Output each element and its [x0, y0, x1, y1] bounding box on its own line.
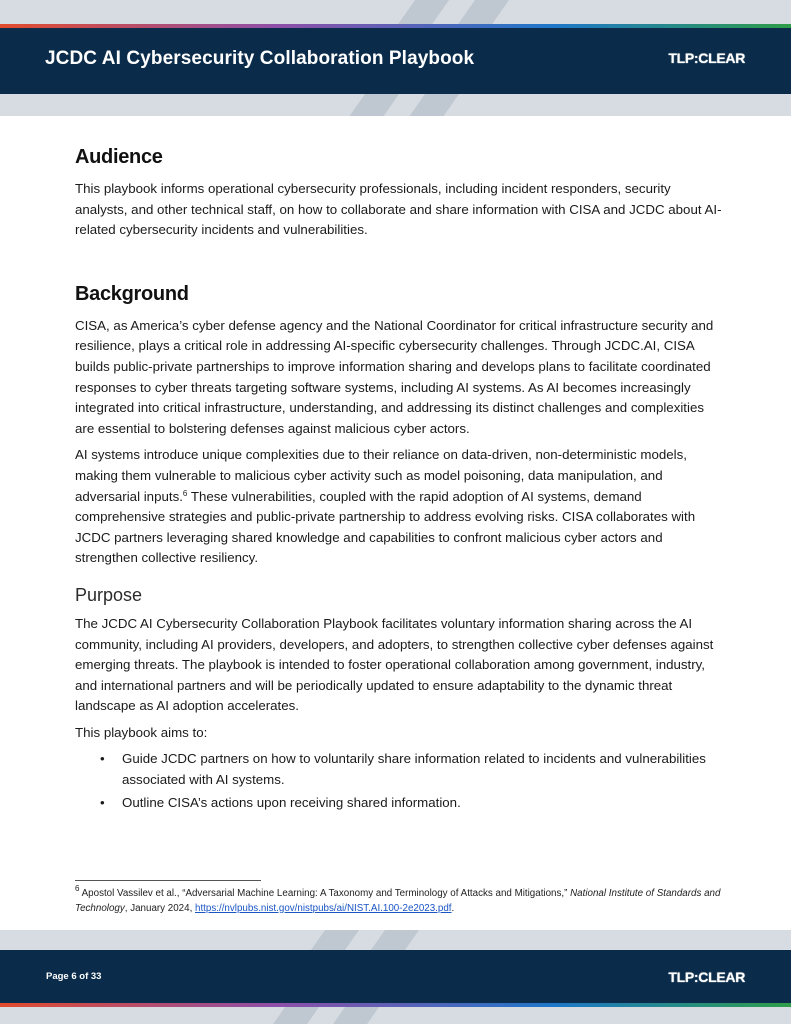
footer-top-band: [0, 930, 791, 950]
tlp-label: TLP:CLEAR: [668, 969, 745, 985]
footer-bar: [0, 950, 791, 1003]
list-item: • Outline CISA’s actions upon receiving shared information.: [75, 793, 725, 814]
purpose-paragraph: The JCDC AI Cybersecurity Collaboration Playbook facilitates voluntary information sharing across the AI community, including AI providers, developers, and adopters, to strengthen collective cyber defenses against emerging threats. The playbook is intended to foster operational collaboration among government, industry, and international partners and will be periodically updated to ensure adaptability to the dynamic threat landscape as AI adoption accelerates.: [75, 615, 714, 714]
footnote-ref[interactable]: 6: [182, 488, 188, 498]
audience-heading: Audience: [75, 146, 163, 168]
page-number: Page 6 of 33: [46, 971, 102, 982]
tlp-label: TLP:CLEAR: [668, 50, 745, 66]
purpose-heading: Purpose: [75, 584, 143, 605]
background-heading: Background: [75, 282, 189, 305]
background-paragraph-2: AI systems introduce unique complexities due to their reliance on data-driven, non-deterministic models, making them vulnerable to malicious cyber activity such as model poisoning, data manipulation, and adversarial inputs.$^6$ These vulnerabilities, coupled with the rapid adoption of AI systems, demand comprehensive strategies and public-private partnership to address evolving risks. CISA collaborates with JCDC partners leveraging shared knowledge and capabilities to confront malicious cyber actors and strengthen collective resiliency.: [75, 447, 696, 566]
aims-intro: This playbook aims to:: [75, 724, 208, 740]
bullet-icon: •: [100, 751, 105, 767]
document-title: JCDC AI Cybersecurity Collaboration Playbook: [45, 48, 475, 69]
background-paragraph-1: CISA, as America’s cyber defense agency and the National Coordinator for critical infrastructure security and resilience, plays a critical role in addressing AI-specific cybersecurity challenges. Through JCDC.AI, CISA builds public-private partnerships to improve information sharing and develops plans to facilitate coordinated responses to cyber threats targeting software systems, including AI systems. As AI becomes increasingly integrated into critical infrastructure, understanding, and addressing its distinct challenges and complexities are essential to bolstering defenses against malicious cyber actors.: [75, 317, 714, 436]
header-bar: [0, 28, 791, 94]
list-item: • Guide JCDC partners on how to voluntarily share information related to incidents and vulnerabilities associated with AI systems.: [100, 751, 706, 788]
footnote-divider: [75, 880, 261, 881]
bullet-icon: •: [100, 794, 105, 810]
footer-bottom-band: [0, 1007, 791, 1024]
aims-list: [75, 749, 725, 813]
footnote-link[interactable]: https://nvlpubs.nist.gov/nistpubs/ai/NIST.AI.100-2e2023.pdf: [195, 902, 452, 914]
footnote: $^6$ Apostol Vassilev et al., “Adversarial Machine Learning: A Taxonomy and Terminology of Attacks and Mitigations,” National Institute of Standards and Technology, January 2024, https://nvlpubs.nist.gov/nistpubs/ai/NIST.AI.100-2e2023.pdf.: [75, 884, 721, 914]
header-bottom-band: [0, 94, 791, 116]
page-content: [75, 146, 725, 815]
audience-paragraph: This playbook informs operational cybersecurity professionals, including incident responders, security analysts, and other technical staff, on how to collaborate and share information with CISA and JCDC about AI-related cybersecurity incidents and vulnerabilities.: [75, 181, 722, 238]
header-top-band: [0, 0, 791, 24]
